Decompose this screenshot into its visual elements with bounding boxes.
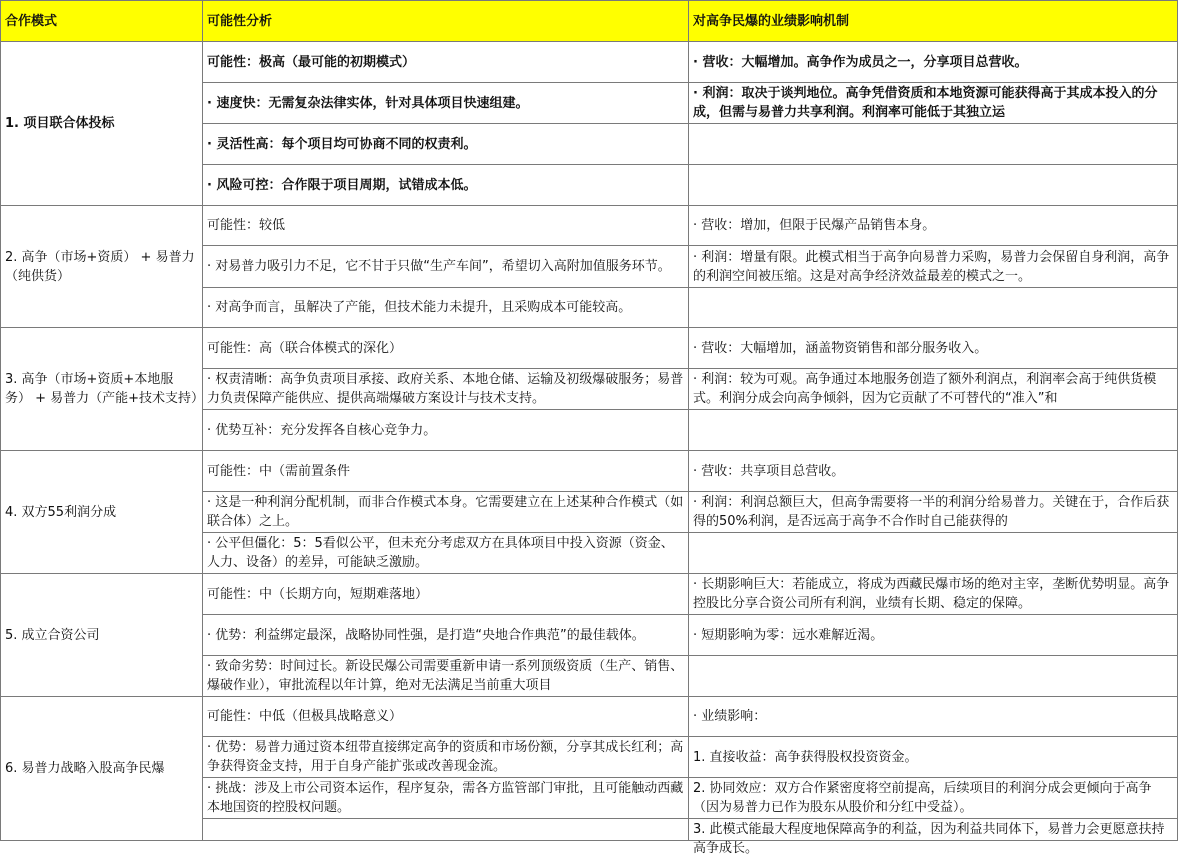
analysis-text: 可能性：高（联合体模式的深化） — [207, 340, 403, 356]
analysis-cell — [203, 451, 689, 492]
impact-cell — [689, 165, 1178, 206]
analysis-cell — [203, 615, 689, 656]
analysis-text: · 挑战：涉及上市公司资本运作，程序复杂，需各方监管部门审批，且可能触动西藏本地国资的控股权问题。 — [207, 781, 684, 815]
analysis-text: · 速度快：无需复杂法律实体，针对具体项目快速组建。 — [207, 95, 529, 111]
impact-cell — [689, 83, 1178, 124]
impact-text: 3. 此模式能最大程度地保障高争的利益，因为利益共同体下，易普力会更愿意扶持高争成长。 — [693, 821, 1165, 856]
analysis-text: · 风险可控：合作限于项目周期，试错成本低。 — [207, 177, 477, 193]
impact-cell — [689, 737, 1178, 778]
analysis-text: · 优势：易普力通过资本纽带直接绑定高争的资质和市场份额，分享其成长红利；高争获得资金支持，用于自身产能扩张或改善现金流。 — [207, 740, 684, 774]
impact-text: · 短期影响为零：远水难解近渴。 — [693, 627, 884, 643]
impact-cell — [689, 778, 1178, 819]
impact-cell — [689, 124, 1178, 165]
analysis-text: 可能性：中（长期方向，短期难落地） — [207, 586, 429, 602]
impact-text: · 营收：增加，但限于民爆产品销售本身。 — [693, 218, 936, 233]
analysis-cell — [203, 574, 689, 615]
analysis-cell — [203, 124, 689, 165]
analysis-cell — [203, 328, 689, 369]
impact-cell — [689, 451, 1178, 492]
impact-cell — [689, 206, 1178, 246]
analysis-text: 可能性：中（需前置条件 — [207, 463, 351, 479]
impact-cell — [689, 656, 1178, 697]
analysis-text: · 公平但僵化：5：5看似公平，但未充分考虑双方在具体项目中投入资源（资金、人力、设备）的差异，可能缺乏激励。 — [207, 536, 674, 570]
analysis-cell — [203, 492, 689, 533]
analysis-cell — [203, 369, 689, 410]
analysis-text: · 对易普力吸引力不足，它不甘于只做“生产车间”，希望切入高附加值服务环节。 — [207, 259, 671, 274]
analysis-cell — [203, 737, 689, 778]
analysis-text: 可能性：中低（但极具战略意义） — [207, 709, 403, 724]
header-impact: 对高争民爆的业绩影响机制 — [689, 1, 1178, 42]
analysis-text: 可能性：较低 — [207, 218, 286, 233]
impact-text: · 利润：利润总额巨大，但高争需要将一半的利润分给易普力。关键在于，合作后获得的50%利润，是否远高于高争不合作时自己能获得的 — [693, 495, 1170, 529]
analysis-text: 可能性：极高（最可能的初期模式） — [207, 54, 416, 70]
header-analysis: 可能性分析 — [203, 1, 689, 42]
analysis-cell — [203, 656, 689, 697]
analysis-text: · 优势：利益绑定最深，战略协同性强，是打造“央地合作典范”的最佳载体。 — [207, 627, 645, 643]
impact-cell — [689, 246, 1178, 288]
analysis-cell — [203, 410, 689, 451]
analysis-cell — [203, 246, 689, 288]
analysis-cell — [203, 697, 689, 737]
impact-cell — [689, 492, 1178, 533]
header-row — [1, 1, 1178, 42]
table-row — [1, 697, 1178, 737]
impact-text: · 业绩影响： — [693, 709, 767, 724]
impact-text: · 利润：取决于谈判地位。高争凭借资质和本地资源可能获得高于其成本投入的分成，但需与易普力共享利润。利润率可能低于其独立运 — [693, 86, 1158, 120]
analysis-text: · 权责清晰：高争负责项目承接、政府关系、本地仓储、运输及初级爆破服务；易普力负责保障产能供应、提供高端爆破方案设计与技术支持。 — [207, 372, 684, 406]
table-row — [1, 574, 1178, 615]
analysis-text: · 这是一种利润分配机制，而非合作模式本身。它需要建立在上述某种合作模式（如联合体）之上。 — [207, 495, 684, 529]
impact-text: 1. 直接收益：高争获得股权投资资金。 — [693, 749, 918, 765]
mode-cell: 6. 易普力战略入股高争民爆 — [1, 697, 203, 841]
impact-cell — [689, 328, 1178, 369]
impact-text: · 营收：大幅增加，涵盖物资销售和部分服务收入。 — [693, 340, 988, 356]
impact-cell — [689, 615, 1178, 656]
table-row — [1, 42, 1178, 83]
analysis-cell — [203, 206, 689, 246]
table-row — [1, 328, 1178, 369]
analysis-text: · 致命劣势：时间过长。新设民爆公司需要重新申请一系列顶级资质（生产、销售、爆破作业），审批流程以年计算，绝对无法满足当前重大项目 — [207, 659, 684, 693]
mode-cell: 2. 高争（市场+资质） + 易普力（纯供货） — [1, 206, 203, 328]
impact-text: · 长期影响巨大：若能成立，将成为西藏民爆市场的绝对主宰，垄断优势明显。高争控股比分享合资公司所有利润，业绩有长期、稳定的保障。 — [693, 577, 1170, 611]
analysis-cell — [203, 165, 689, 206]
header-mode: 合作模式 — [1, 1, 203, 42]
impact-text: 2. 协同效应：双方合作紧密度将空前提高，后续项目的利润分成会更倾向于高争（因为易普力已作为股东从股价和分红中受益）。 — [693, 781, 1152, 815]
table-row — [1, 206, 1178, 246]
impact-cell — [689, 288, 1178, 328]
impact-cell — [689, 697, 1178, 737]
analysis-text: · 对高争而言，虽解决了产能，但技术能力未提升，且采购成本可能较高。 — [207, 300, 632, 315]
impact-text: · 营收：共享项目总营收。 — [693, 463, 845, 479]
impact-cell — [689, 410, 1178, 451]
table-row — [1, 451, 1178, 492]
impact-cell — [689, 42, 1178, 83]
analysis-cell — [203, 288, 689, 328]
analysis-cell — [203, 819, 689, 841]
analysis-text: · 灵活性高：每个项目均可协商不同的权责利。 — [207, 136, 477, 152]
mode-cell: 1. 项目联合体投标 — [1, 42, 203, 206]
mode-cell: 4. 双方55利润分成 — [1, 451, 203, 574]
impact-cell — [689, 369, 1178, 410]
impact-cell — [689, 819, 1178, 856]
mode-cell: 5. 成立合资公司 — [1, 574, 203, 697]
analysis-cell — [203, 42, 689, 83]
analysis-text: · 优势互补：充分发挥各自核心竞争力。 — [207, 422, 437, 438]
impact-cell — [689, 533, 1178, 574]
impact-text: · 利润：较为可观。高争通过本地服务创造了额外利润点，利润率会高于纯供货模式。利润分成会向高争倾斜，因为它贡献了不可替代的“准入”和 — [693, 372, 1157, 406]
analysis-cell — [203, 533, 689, 574]
impact-cell — [689, 574, 1178, 615]
table-body — [1, 42, 1178, 856]
analysis-cell — [203, 83, 689, 124]
mode-cell: 3. 高争（市场+资质+本地服务） + 易普力（产能+技术支持） — [1, 328, 203, 451]
analysis-cell — [203, 778, 689, 819]
impact-text: · 利润：增量有限。此模式相当于高争向易普力采购，易普力会保留自身利润，高争的利润空间被压缩。这是对高争经济效益最差的模式之一。 — [693, 249, 1170, 284]
impact-text: · 营收：大幅增加。高争作为成员之一，分享项目总营收。 — [693, 54, 1028, 70]
